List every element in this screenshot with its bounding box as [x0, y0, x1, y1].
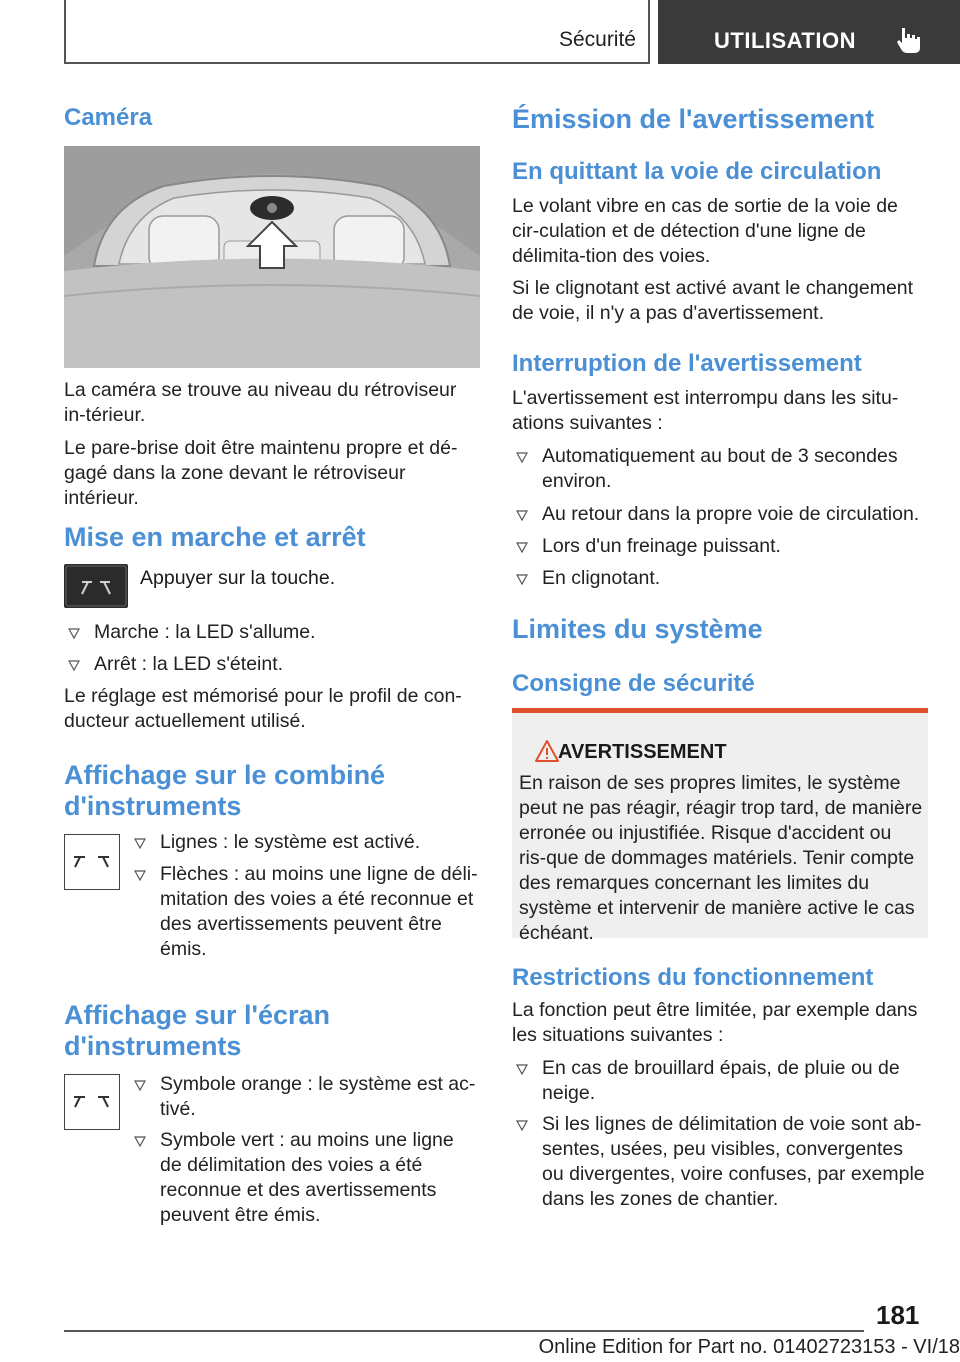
interrupt-bullet-2 — [512, 502, 928, 527]
interrupt-bullet-4 — [512, 566, 928, 591]
camera-paragraph-2: Le pare-brise doit être maintenu propre et dé-gagé dans la zone devant le rétroviseur intérieur. — [64, 437, 458, 509]
combi-bullet-1 — [130, 830, 480, 855]
restrict-paragraph: La fonction peut être limitée, par exemple dans les situations suivantes : — [512, 999, 918, 1046]
screen-bullet-text: Symbole vert : au moins une ligne de délimitation des voies a été reconnue et des avertissements peuvent être émis. — [160, 1129, 454, 1226]
warning-box — [512, 708, 928, 944]
restrict-bullet-text: Si les lignes de délimitation de voie sont ab-sentes, usées, peu visibles, convergentes ou divergentes, voire confuses, par exemple dans les zones de chantier. — [542, 1113, 925, 1210]
screen-lane-symbol-icon — [64, 1074, 120, 1130]
onoff-paragraph: Le réglage est mémorisé pour le profil de con-ducteur actuellement utilisé. — [64, 685, 462, 732]
screen-heading-line-1: Affichage sur l'écran — [64, 1000, 331, 1030]
footer-rule — [64, 1330, 864, 1332]
screen-bullet-text: Symbole orange : le système est ac-tivé. — [160, 1073, 476, 1120]
combi-bullet-text: Lignes : le système est activé. — [160, 831, 421, 853]
interrupt-bullet-1 — [512, 444, 928, 494]
screen-bullet-1 — [130, 1072, 480, 1122]
interrupt-paragraph: L'avertissement est interrompu dans les situ-ations suivantes : — [512, 387, 899, 434]
triangle-bullet-icon — [68, 660, 80, 671]
interrupt-bullet-text: Au retour dans la propre voie de circulation. — [542, 503, 920, 525]
restrict-heading: Restrictions du fonctionnement — [512, 964, 874, 991]
onoff-bullet-2 — [64, 652, 480, 677]
page-number: 181 — [876, 1300, 920, 1330]
camera-location-image — [64, 146, 480, 368]
restrict-bullet-1 — [512, 1056, 928, 1106]
warning-triangle-icon — [534, 739, 560, 763]
onoff-bullet-text: Marche : la LED s'allume. — [94, 621, 316, 643]
warning-title: AVERTISSEMENT — [558, 741, 727, 763]
triangle-bullet-icon — [516, 452, 528, 463]
header-section-title: Sécurité — [558, 28, 636, 51]
combi-heading-line-1: Affichage sur le combiné — [64, 760, 386, 790]
car-interior-illustration — [64, 146, 480, 368]
safety-heading: Consigne de sécurité — [512, 670, 755, 697]
header-bottom-rule — [64, 62, 650, 64]
triangle-bullet-icon — [516, 574, 528, 585]
leaving-heading: En quittant la voie de circulation — [512, 158, 882, 185]
triangle-bullet-icon — [134, 1136, 146, 1147]
screen-bullet-2 — [130, 1128, 480, 1228]
interrupt-bullet-text: Lors d'un freinage puissant. — [542, 535, 781, 557]
emission-heading: Émission de l'avertissement — [512, 104, 875, 134]
onoff-heading: Mise en marche et arrêt — [64, 522, 366, 552]
triangle-bullet-icon — [134, 1080, 146, 1091]
header-chapter-title: UTILISATION — [714, 28, 856, 53]
limits-heading: Limites du système — [512, 614, 763, 644]
interrupt-bullet-text: Automatiquement au bout de 3 secondes environ. — [542, 445, 898, 492]
leaving-paragraph-1: Le volant vibre en cas de sortie de la voie de cir-culation et de détection d'une ligne de délimita-tion des voies. — [512, 195, 898, 267]
header-right-rule — [648, 0, 650, 64]
onoff-instruction: Appuyer sur la touche. — [140, 567, 336, 589]
restrict-bullet-text: En cas de brouillard épais, de pluie ou de neige. — [542, 1057, 900, 1104]
screen-heading — [64, 1000, 480, 1062]
triangle-bullet-icon — [516, 510, 528, 521]
hand-pointer-icon — [894, 26, 922, 54]
cluster-lane-symbol-icon — [64, 834, 120, 890]
interrupt-bullet-text: En clignotant. — [542, 567, 661, 589]
lane-assist-button-icon — [64, 564, 128, 608]
onoff-bullet-1 — [64, 620, 480, 645]
triangle-bullet-icon — [134, 838, 146, 849]
screen-heading-line-2: d'instruments — [64, 1031, 242, 1061]
interrupt-heading: Interruption de l'avertissement — [512, 350, 862, 377]
triangle-bullet-icon — [516, 542, 528, 553]
combi-bullet-text: Flèches : au moins une ligne de déli-mitation des voies a été reconnue et des avertissements peuvent être émis. — [160, 863, 478, 960]
leaving-paragraph-2: Si le clignotant est activé avant le changement de voie, il n'y a pas d'avertissement. — [512, 277, 914, 324]
combi-heading-line-2: d'instruments — [64, 791, 242, 821]
combi-bullet-2 — [130, 862, 480, 962]
triangle-bullet-icon — [134, 870, 146, 881]
footer-edition: Online Edition for Part no. 01402723153 - VI/18 — [538, 1336, 960, 1358]
triangle-bullet-icon — [516, 1064, 528, 1075]
header-chapter-tab — [658, 0, 960, 64]
warning-text: En raison de ses propres limites, le système peut ne pas réagir, réagir trop tard, de manière erronée ou injustifiée. Risque d'accident ou ris-que de dommages matériels. Tenir compte des remarques concernant les limites du système et intervenir de manière active le cas échéant. — [519, 772, 923, 944]
triangle-bullet-icon — [68, 628, 80, 639]
restrict-bullet-2 — [512, 1112, 928, 1212]
triangle-bullet-icon — [516, 1120, 528, 1131]
camera-paragraph-1: La caméra se trouve au niveau du rétroviseur in-térieur. — [64, 379, 457, 426]
combi-heading — [64, 760, 480, 822]
camera-heading: Caméra — [64, 104, 153, 131]
interrupt-bullet-3 — [512, 534, 928, 559]
onoff-bullet-text: Arrêt : la LED s'éteint. — [94, 653, 284, 675]
